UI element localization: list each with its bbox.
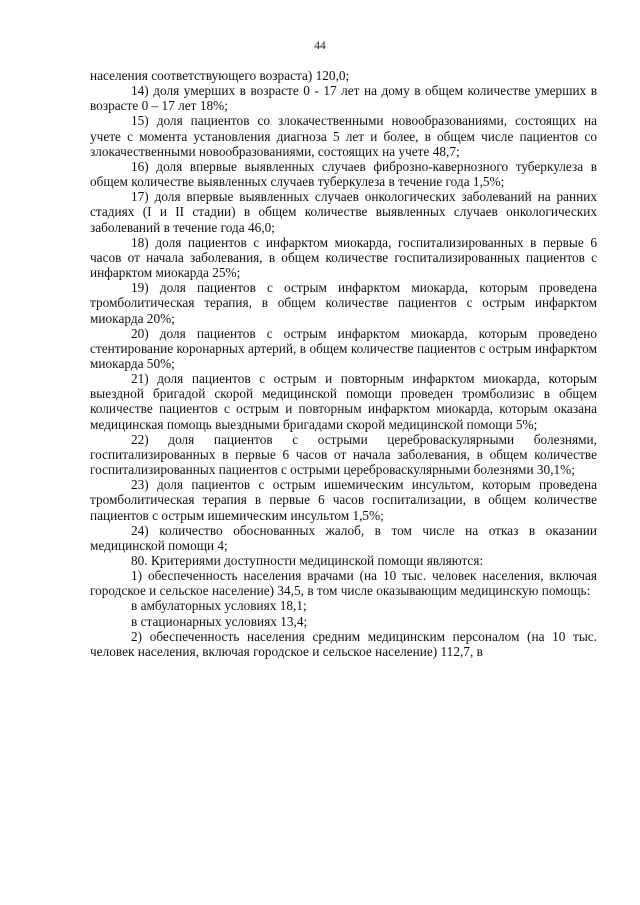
paragraph-22: 22) доля пациентов с острыми цереброваскулярными болезнями, госпитализированных в первые 6 часов от начала заболевания, в общем количестве госпитализированных пациентов с острыми цереброваскулярными болезнями 30,1%; (90, 431, 597, 478)
paragraph-80-2: 2) обеспеченность населения средним медицинским персоналом (на 10 тыс. человек населения, включая городское и сельское население) 112,7, в (90, 628, 597, 659)
paragraph-0: населения соответствующего возраста) 120,0; (90, 68, 350, 83)
paragraph-21: 21) доля пациентов с острым и повторным инфарктом миокарда, которым выездной бригадой скорой медицинской помощи проведен тромболизис в общем количестве пациентов с острым и повторным инфарктом миокарда, которым оказана медицинская помощь выездными бригадами скорой медицинской помощи 5%; (90, 371, 597, 432)
paragraph-19: 19) доля пациентов с острым инфарктом миокарда, которым проведена тромболитическая терапия, в общем количестве пациентов с острым инфарктом миокарда 20%; (90, 280, 597, 326)
paragraph-16: 16) доля впервые выявленных случаев фиброзно-кавернозного туберкулеза в общем количестве выявленных случаев туберкулеза в течение года 1,5%; (90, 158, 597, 190)
sub-item-inpatient: в стационарных условиях 13,4; (131, 613, 308, 629)
section-heading-80: 80. Критериями доступности медицинской помощи являются: (131, 553, 484, 568)
paragraph-17: 17) доля впервые выявленных случаев онкологических заболеваний на ранних стадиях (I и II стадии) в общем количестве выявленных случаев онкологических заболеваний в течение года 46,0; (90, 189, 597, 235)
paragraph-23: 23) доля пациентов с острым ишемическим инсультом, которым проведена тромболитическая терапия в первые 6 часов госпитализации, в общем количестве пациентов с острым ишемическим инсультом 1,5%; (90, 477, 597, 523)
paragraph-15: 15) доля пациентов со злокачественными новообразованиями, состоящих на учете с момента установления диагноза 5 лет и более, в общем числе пациентов со злокачественными новообразованиями, состоящих на учете 48,7; (90, 113, 597, 159)
paragraph-80-1: 1) обеспеченность населения врачами (на 10 тыс. человек населения, включая городское и сельское население) 34,5, в том числе оказывающим медицинскую помощь: (90, 568, 597, 599)
page-number: 44 (314, 40, 326, 52)
paragraph-14: 14) доля умерших в возрасте 0 - 17 лет на дому в общем количестве умерших в возрасте 0 – 17 лет 18%; (90, 83, 597, 114)
paragraph-18: 18) доля пациентов с инфарктом миокарда, госпитализированных в первые 6 часов от начала заболевания, в общем количестве госпитализированных пациентов с инфарктом миокарда 25%; (90, 234, 597, 281)
paragraph-24: 24) количество обоснованных жалоб, в том числе на отказ в оказании медицинской помощи 4; (90, 522, 597, 553)
sub-item-ambulatory: в амбулаторных условиях 18,1; (131, 598, 307, 614)
document-body (90, 68, 597, 659)
paragraph-20: 20) доля пациентов с острым инфарктом миокарда, которым проведено стентирование коронарных артерий, в общем количестве пациентов с острым инфарктом миокарда 50%; (90, 325, 597, 371)
